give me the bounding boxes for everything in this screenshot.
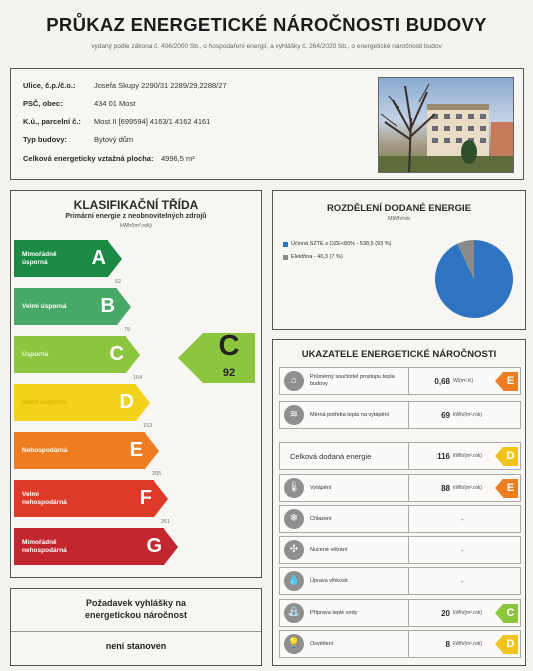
indicator-class-badge	[495, 604, 518, 623]
indicator-value-section	[408, 600, 520, 626]
legend-swatch-szte	[283, 242, 288, 247]
requirement-title: Požadavek vyhlášky na energetickou náročnost	[84, 598, 188, 620]
badge-arrow	[495, 372, 503, 390]
indicator-label: Nucené větrání	[310, 546, 348, 553]
indicator-label: Chlazení	[310, 515, 332, 522]
document-subtitle: vydaný podle zákona č. 406/2000 Sb., o hospodaření energií, a vyhlášky č. 264/2020 Sb., o energetické náročnosti budov	[91, 43, 442, 50]
indicator-value: 0,68	[434, 377, 450, 386]
building-photo	[378, 77, 514, 173]
badge-arrow	[495, 635, 503, 653]
indicator-class-badge	[495, 635, 518, 654]
classification-unit: kWh/(m².rok)	[120, 223, 152, 229]
indicators-panel	[272, 339, 526, 666]
heating-demand-icon: ≋	[284, 405, 304, 425]
class-bar-f	[14, 480, 168, 517]
class-bar-c	[14, 336, 140, 373]
type-value: Bytový dům	[94, 135, 134, 144]
document-title: PRŮKAZ ENERGETICKÉ NÁROČNOSTI BUDOVY	[46, 14, 487, 35]
badge-arrow	[495, 604, 503, 622]
indicator-value-section	[408, 568, 520, 594]
class-letter-f: F	[139, 487, 152, 509]
indicator-value-section	[408, 537, 520, 563]
indicator-label: Osvětlení	[310, 640, 334, 647]
area-label: Celková energeticky vztažná plocha:	[23, 154, 154, 163]
house-envelope-icon: ⌂	[284, 371, 304, 391]
badge-arrow	[495, 447, 503, 465]
class-name-b: Velmi úsporná	[22, 302, 67, 310]
street-label: Ulice, č.p./č.o.:	[23, 81, 76, 90]
indicator-label: Průměrný součinitel prostupu tepla budovy	[310, 374, 395, 387]
indicator-value: 8	[445, 640, 450, 649]
class-bar-arrow	[136, 385, 150, 421]
indicator-value-section	[408, 631, 520, 657]
badge-letter: D	[503, 635, 518, 654]
legend-label-electricity: Elektřina - 40,3 (7 %)	[291, 254, 343, 260]
lightbulb-icon: 💡	[284, 634, 304, 654]
indicator-value: -	[461, 546, 464, 555]
indicator-value: 20	[441, 609, 450, 618]
indicator-value-section	[408, 402, 520, 428]
requirement-panel	[10, 588, 262, 666]
indicator-unit: kWh/(m².rok)	[453, 610, 482, 616]
class-threshold: 104	[133, 375, 143, 381]
fan-icon: ✣	[284, 540, 304, 560]
indicator-row	[279, 567, 521, 595]
class-letter-b: B	[100, 295, 115, 317]
class-bar-g	[14, 528, 178, 565]
cadastre-value: Most II [699594] 4163/1 4162 4161	[94, 117, 211, 126]
class-bar-arrow	[154, 481, 168, 517]
badge-letter: C	[503, 604, 518, 623]
class-bar-arrow	[145, 433, 159, 469]
requirement-divider	[11, 631, 261, 632]
indicator-value: 116	[437, 452, 450, 461]
indicator-label: Měrná potřeba tepla na vytápění	[310, 411, 390, 418]
distribution-title: ROZDĚLENÍ DODANÉ ENERGIE	[326, 203, 472, 214]
indicator-row	[279, 401, 521, 429]
droplet-icon: 💧	[284, 571, 304, 591]
class-letter-c: C	[109, 343, 124, 365]
indicator-label: Celková dodaná energie	[290, 451, 372, 461]
indicator-unit: W/(m².K)	[453, 378, 473, 384]
indicator-value-section	[408, 506, 520, 532]
class-bar-b	[14, 288, 131, 325]
distribution-panel	[272, 190, 526, 330]
badge-letter: E	[503, 479, 518, 498]
class-letter-d: D	[119, 391, 134, 413]
indicator-value-section	[408, 368, 520, 394]
legend-item-szte	[283, 241, 391, 247]
badge-arrow	[495, 479, 503, 497]
class-threshold: 205	[152, 471, 162, 477]
indicator-label: Úprava vlhkosti	[310, 577, 348, 584]
class-name-f: Velmi nehospodárná	[22, 490, 67, 506]
faucet-icon: ⛲	[284, 603, 304, 623]
indicator-class-badge	[495, 479, 518, 498]
class-bar-arrow	[117, 289, 131, 325]
classification-panel	[10, 190, 262, 578]
class-bar-d	[14, 384, 150, 421]
indicator-row	[279, 630, 521, 658]
class-letter-e: E	[129, 439, 143, 461]
indicator-value-section	[408, 443, 520, 469]
indicator-label: Příprava teplé vody	[310, 609, 358, 616]
indicator-unit: kWh/(m².rok)	[453, 412, 482, 418]
class-name-c: Úsporná	[22, 350, 49, 358]
class-letter-g: G	[146, 535, 162, 557]
indicator-unit: kWh/(m².rok)	[453, 641, 482, 647]
class-bar-e	[14, 432, 159, 469]
class-bar-arrow	[108, 241, 122, 277]
class-letter-a: A	[91, 247, 106, 269]
class-threshold: 261	[161, 519, 171, 525]
type-label: Typ budovy:	[23, 135, 68, 144]
area-value: 4996,5 m²	[161, 154, 195, 163]
badge-letter: E	[503, 372, 518, 391]
snowflake-icon: ❄	[284, 509, 304, 529]
current-class-value: 92	[222, 367, 236, 379]
cadastre-label: K.ú., parcelní č.:	[23, 117, 81, 126]
class-name-e: Nehospodárná	[22, 446, 68, 454]
indicator-value: -	[461, 577, 464, 586]
indicator-arrow	[178, 333, 203, 383]
zip-label: PSČ, obec:	[23, 99, 63, 108]
class-name-a: Mimořádně úsporná	[22, 250, 57, 266]
badge-letter: D	[503, 447, 518, 466]
zip-value: 434 01 Most	[94, 99, 136, 108]
indicator-row	[279, 367, 521, 395]
indicator-body	[203, 330, 255, 383]
thermometer-icon: 🌡	[284, 478, 304, 498]
class-name-d: Méně úsporná	[22, 398, 67, 406]
classification-subtitle: Primární energie z neobnovitelných zdrojů	[65, 213, 207, 220]
classification-title: KLASIFIKAČNÍ TŘÍDA	[73, 198, 199, 212]
legend-label-szte: Účinná SZTE s OZE<80% - 538,5 (93 %)	[291, 241, 392, 247]
class-threshold: 79	[124, 327, 131, 333]
current-class-indicator	[178, 330, 255, 383]
class-bar-arrow	[164, 529, 178, 565]
building-info-box	[10, 68, 524, 180]
indicator-row	[279, 599, 521, 627]
class-threshold: 153	[143, 423, 153, 429]
indicator-unit: kWh/(m².rok)	[453, 453, 482, 459]
class-bar-a	[14, 240, 122, 277]
energy-pie-chart	[433, 238, 515, 320]
indicator-unit: kWh/(m².rok)	[453, 485, 482, 491]
indicator-label: Vytápění	[310, 484, 332, 491]
indicators-title: UKAZATELE ENERGETICKÉ NÁROČNOSTI	[301, 349, 497, 360]
indicator-value: 69	[441, 411, 450, 420]
legend-swatch-electricity	[283, 255, 288, 260]
indicator-row	[279, 442, 521, 470]
indicator-value: 88	[441, 484, 450, 493]
class-bar-arrow	[126, 337, 140, 373]
legend-item-electricity	[283, 254, 343, 260]
indicator-row	[279, 474, 521, 502]
class-name-g: Mimořádně nehospodárná	[22, 538, 67, 554]
indicator-value: -	[461, 515, 464, 524]
current-class-letter: C	[218, 330, 240, 362]
class-threshold: 52	[115, 279, 122, 285]
indicator-value-section	[408, 475, 520, 501]
indicator-class-badge	[495, 372, 518, 391]
distribution-unit: MWh/rok	[388, 216, 410, 222]
street-value: Josefa Skupy 2290/31 2289/29,2288/27	[94, 81, 227, 90]
indicator-row	[279, 536, 521, 564]
requirement-value: není stanoven	[105, 641, 167, 651]
indicator-row	[279, 505, 521, 533]
indicator-class-badge	[495, 447, 518, 466]
